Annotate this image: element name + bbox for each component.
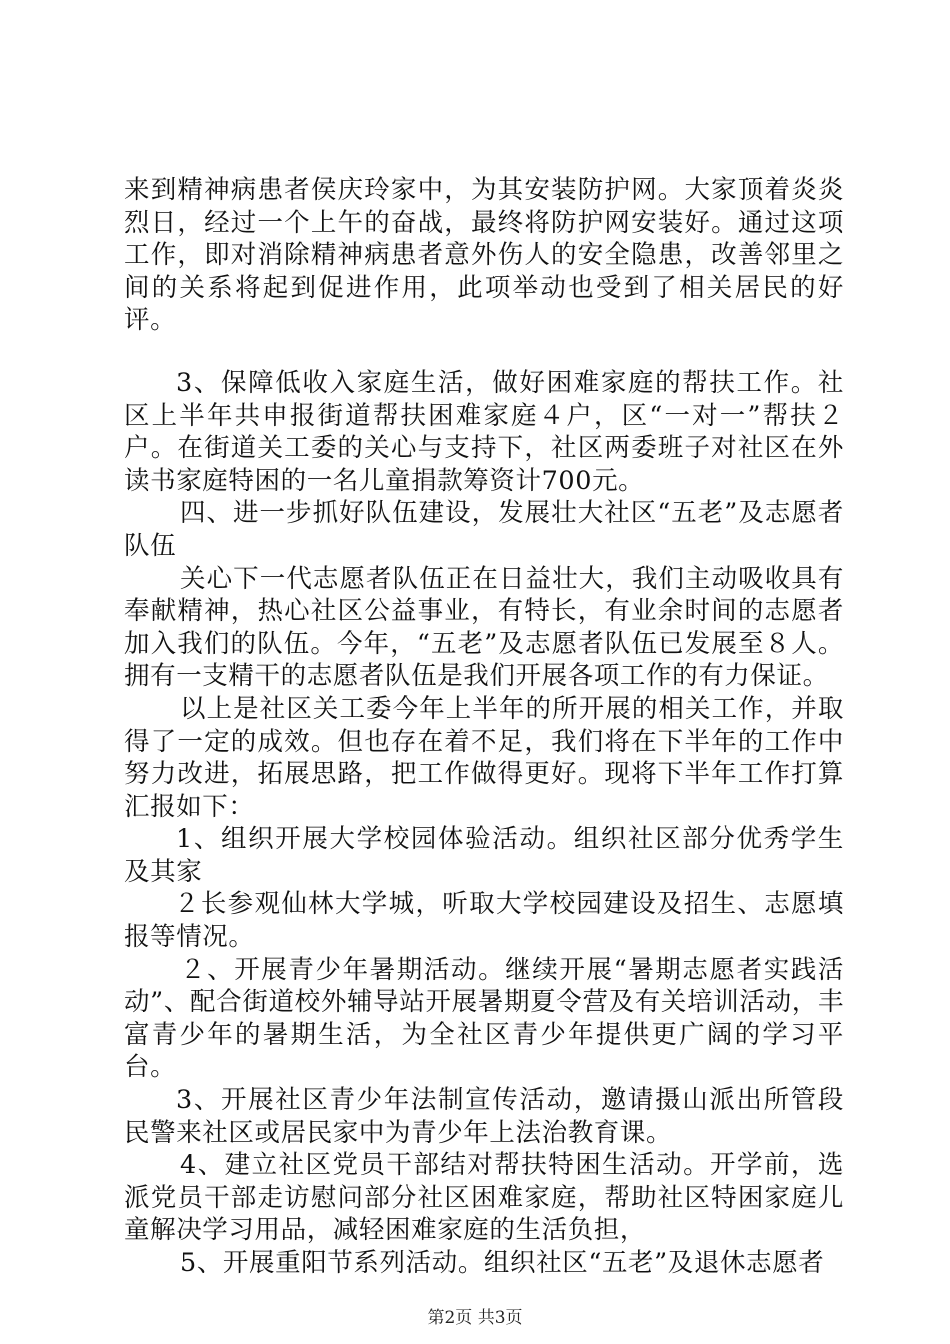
plan-item-3: 3、开展社区青少年法制宣传活动，邀请摄山派出所管段民警来社区或居民家中为青少年上法治教育课。 xyxy=(124,1085,844,1148)
paragraph-summary: 以上是社区关工委今年上半年的所开展的相关工作，并取得了一定的成效。但也存在着不足，我们将在下半年的工作中努力改进，拓展思路，把工作做得更好。现将下半年工作打算汇报如下： xyxy=(124,693,844,822)
plan-item-1: 1、组织开展大学校园体验活动。组织社区部分优秀学生及其家 xyxy=(124,824,844,887)
plan-item-5: 5、开展重阳节系列活动。组织社区“五老”及退休志愿者 xyxy=(180,1248,825,1278)
plan-item-4: 4、建立社区党员干部结对帮扶特困生活动。开学前，选派党员干部走访慰问部分社区困难家庭，帮助社区特困家庭儿童解决学习用品，减轻困难家庭的生活负担， xyxy=(124,1150,844,1246)
plan-item-2: ２、开展青少年暑期活动。继续开展“暑期志愿者实践活动”、配合街道校外辅导站开展暑期夏令营及有关培训活动，丰富青少年的暑期生活，为全社区青少年提供更广阔的学习平台。 xyxy=(124,954,844,1083)
plan-item-1-continued: ２长参观仙林大学城，听取大学校园建设及招生、志愿填报等情况。 xyxy=(124,889,844,953)
page-footer: 第2页 共3页 xyxy=(427,1308,523,1328)
document-body xyxy=(124,174,844,1280)
paragraph-intro: 来到精神病患者侯庆玲家中，为其安装防护网。大家顶着炎炎烈日，经过一个上午的奋战，最终将防护网安装好。通过这项工作，即对消除精神病患者意外伤人的安全隐患，改善邻里之间的关系将起到促进作用，此项举动也受到了相关居民的好评。 xyxy=(124,175,844,336)
paragraph-item-3-low-income: 3、保障低收入家庭生活，做好困难家庭的帮扶工作。社区上半年共申报街道帮扶困难家庭４户，区“一对一”帮扶２户。在街道关工委的关心与支持下，社区两委班子对社区在外读书家庭特困的一名儿童捐款筹资计700元。 xyxy=(124,367,844,496)
paragraph-volunteers: 关心下一代志愿者队伍正在日益壮大，我们主动吸收具有奉献精神，热心社区公益事业，有特长，有业余时间的志愿者加入我们的队伍。今年，“五老”及志愿者队伍已发展至８人。拥有一支精干的志愿者队伍是我们开展各项工作的有力保证。 xyxy=(124,563,844,692)
section-heading-4: 四、进一步抓好队伍建设，发展壮大社区“五老”及志愿者队伍 xyxy=(124,498,844,561)
